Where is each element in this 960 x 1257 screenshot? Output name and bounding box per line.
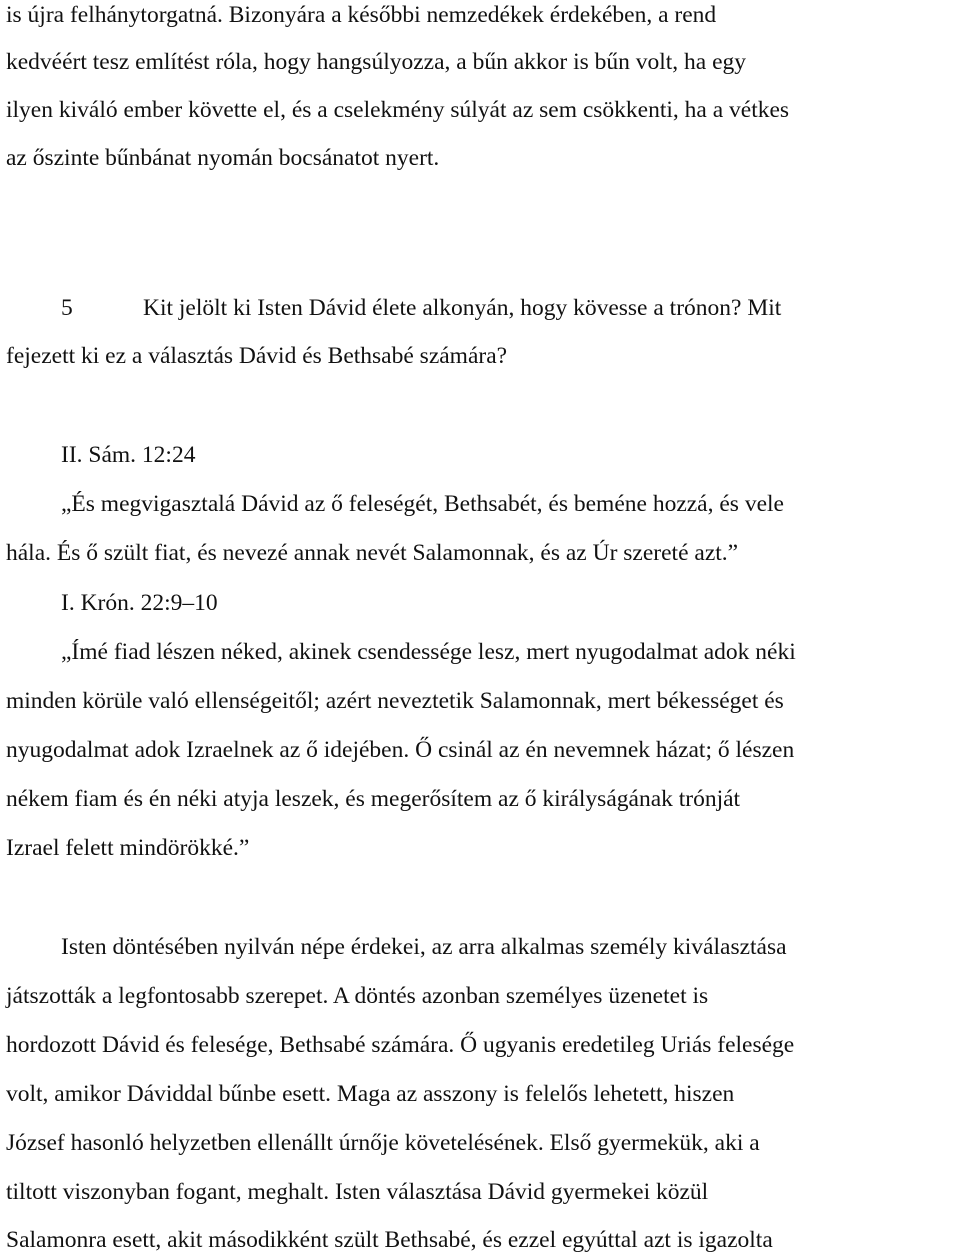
quote-2-line-3: nyugodalmat adok Izraelnek az ő idejében. Ő csinál az én nevemnek házat; ő lészen	[6, 737, 795, 763]
paragraph-2-line-6: tiltott viszonyban fogant, meghalt. Isten választása Dávid gyermekei közül	[6, 1179, 709, 1205]
quote-1-reference: II. Sám. 12:24	[61, 442, 196, 468]
quote-1-line-2: hála. És ő szült fiat, és nevezé annak nevét Salamonnak, és az Úr szereté azt.”	[6, 540, 739, 566]
paragraph-1-line-4: az őszinte bűnbánat nyomán bocsánatot nyert.	[6, 145, 440, 171]
question-5-line-2: fejezett ki ez a választás Dávid és Bethsabé számára?	[6, 343, 508, 369]
quote-2-reference: I. Krón. 22:9–10	[61, 590, 218, 616]
quote-2-line-4: nékem fiam és én néki atyja leszek, és megerősítem az ő királyságának trónját	[6, 786, 741, 812]
question-number: 5	[61, 295, 73, 321]
paragraph-2-line-4: volt, amikor Dáviddal bűnbe esett. Maga az asszony is felelős lehetett, hiszen	[6, 1081, 735, 1107]
paragraph-2-line-3: hordozott Dávid és felesége, Bethsabé számára. Ő ugyanis eredetileg Uriás felesége	[6, 1032, 795, 1058]
paragraph-1-line-1: is újra felhánytorgatná. Bizonyára a későbbi nemzedékek érdekében, a rend	[6, 2, 717, 28]
quote-1-line-1: „És megvigasztalá Dávid az ő feleségét, Bethsabét, és beméne hozzá, és vele	[61, 491, 784, 517]
quote-2-line-1: „Ímé fiad lészen néked, akinek csendessége lesz, mert nyugodalmat adok néki	[61, 639, 796, 665]
paragraph-2-line-5: József hasonló helyzetben ellenállt úrnője követelésének. Első gyermekük, aki a	[6, 1130, 760, 1156]
question-text: Kit jelölt ki Isten Dávid élete alkonyán, hogy kövesse a trónon? Mit	[143, 295, 782, 321]
question-5-line-1	[6, 293, 781, 323]
quote-2-line-2: minden körüle való ellenségeitől; azért neveztetik Salamonnak, mert békességet és	[6, 688, 784, 714]
paragraph-1-line-2: kedvéért tesz említést róla, hogy hangsúlyozza, a bűn akkor is bűn volt, ha egy	[6, 49, 747, 75]
paragraph-2-line-2: játszották a legfontosabb szerepet. A döntés azonban személyes üzenetet is	[6, 983, 709, 1009]
paragraph-2-line-7: Salamonra esett, akit másodikként szült Bethsabé, és ezzel egyúttal azt is igazolta	[6, 1227, 773, 1253]
paragraph-1-line-3: ilyen kiváló ember követte el, és a cselekmény súlyát az sem csökkenti, ha a vétkes	[6, 97, 790, 123]
quote-2-line-5: Izrael felett mindörökké.”	[6, 835, 250, 861]
paragraph-2-line-1: Isten döntésében nyilván népe érdekei, az arra alkalmas személy kiválasztása	[61, 934, 787, 960]
